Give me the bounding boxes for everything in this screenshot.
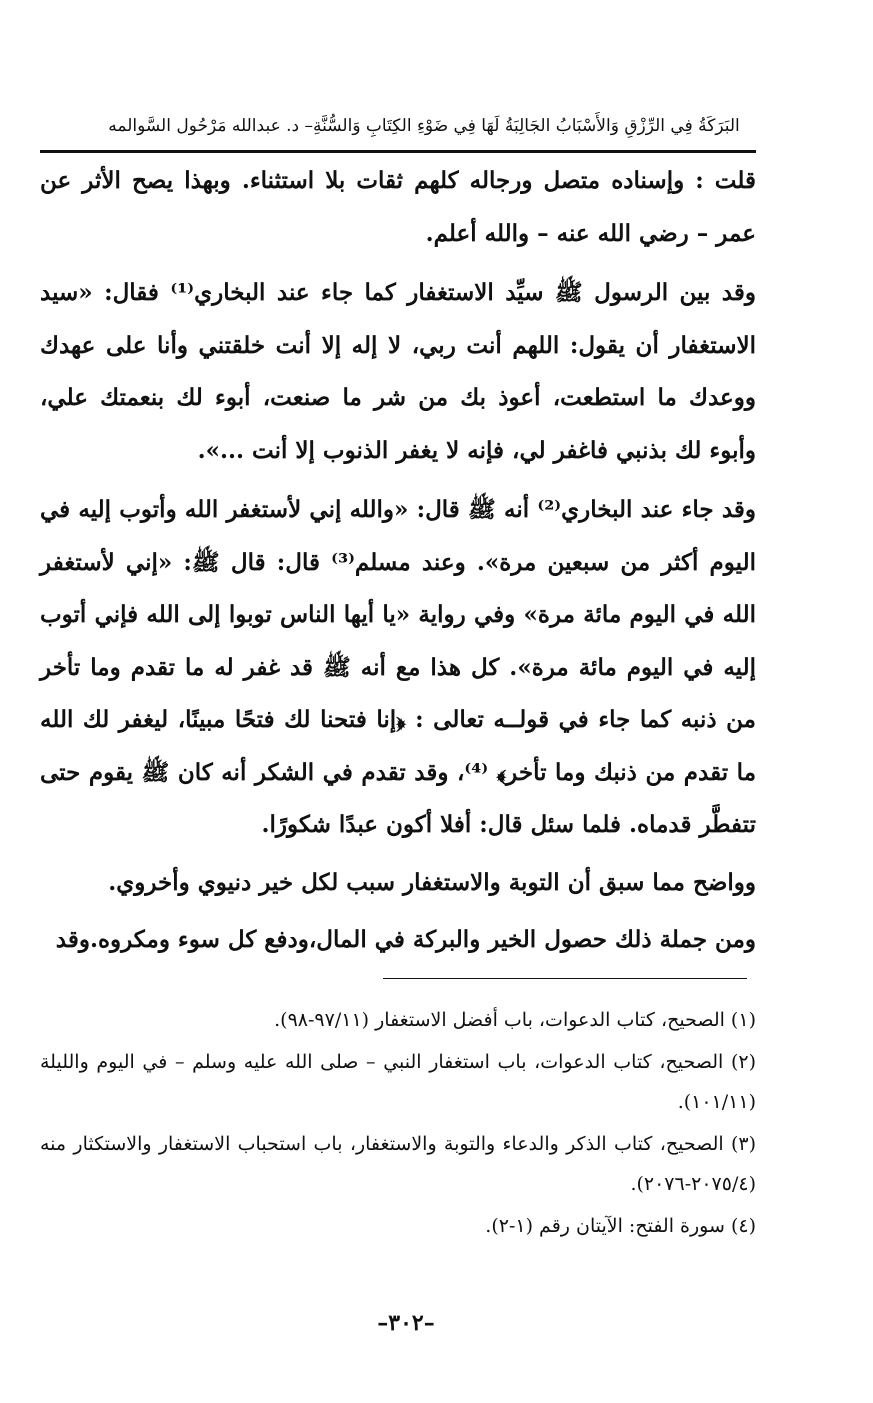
- footnote: (٤) سورة الفتح: الآيتان رقم (١-٢).: [485, 1215, 756, 1237]
- paragraph: قلت : وإسناده متصل ورجاله كلهم ثقات بلا استثناء. وبهذا يصح الأثر عن عمر – رضي الله عنه – والله أعلم.: [40, 167, 756, 247]
- footnote: (٢) الصحيح، كتاب الدعوات، باب استغفار النبي – صلى الله عليه وسلم – في اليوم والليلة (١٠١/١١).: [40, 1051, 756, 1113]
- paragraph: ومن جملة ذلك حصول الخير والبركة في المال،ودفع كل سوء ومكروه.وقد: [55, 926, 756, 953]
- running-header: البَرَكَةُ فِي الرِّزْقِ وَالأَسْبَابُ الجَالِبَةُ لَهَا فِي ضَوْءِ الكِتَابِ وَالسُّنَّةِ– د. عبدالله مَرْحُول السَّوالمه: [108, 116, 740, 136]
- header-rule: [40, 150, 756, 153]
- main-text: [40, 155, 756, 967]
- paragraph: وواضح مما سبق أن التوبة والاستغفار سبب لكل خير دنيوي وأخروي.: [108, 868, 756, 896]
- paragraph: وقد بين الرسول ﷺ سيِّد الاستغفار كما جاء عند البخاري⁽¹⁾ فقال: «سيد الاستغفار أن يقول: اللهم أنت ربي، لا إله إلا أنت خلقتني وأنا على عهدك ووعدك ما استطعت، أعوذ بك من شر ما صنعت، أبوء لك بنعمتك علي، وأبوء لك بذنبي فاغفر لي، فإنه لا يغفر الذنوب إلا أنت ...».: [40, 279, 756, 464]
- footnotes: [40, 1000, 756, 1246]
- paragraph: وقد جاء عند البخاري⁽²⁾ أنه ﷺ قال: «والله إني لأستغفر الله وأتوب إليه في اليوم أكثر من سبعين مرة». وعند مسلم⁽³⁾ قال: قال ﷺ: «إني لأستغفر الله في اليوم مائة مرة» وفي رواية «يا أيها الناس توبوا إلى الله فإني أتوب إليه في اليوم مائة مرة». كل هذا مع أنه ﷺ قد غفر له ما تقدم وما تأخر من ذنبه كما جاء في قولــه تعالى : ﴿إنا فتحنا لك فتحًا مبينًا، ليغفر لك الله ما تقدم من ذنبك وما تأخر﴾ ⁽⁴⁾، وقد تقدم في الشكر أنه كان ﷺ يقوم حتى تتفطَّر قدماه. فلما سئل قال: أفلا أكون عبدًا شكورًا.: [40, 496, 757, 838]
- footnote-separator: [383, 978, 747, 979]
- footnote: (١) الصحيح، كتاب الدعوات، باب أفضل الاستغفار (٩٧/١١-٩٨).: [274, 1009, 756, 1031]
- footnote: (٣) الصحيح، كتاب الذكر والدعاء والتوبة والاستغفار، باب استحباب الاستغفار والاستكثار منه (٢٠٧٥/٤-٢٠٧٦).: [40, 1133, 756, 1195]
- page-number: –٣٠٢–: [377, 1310, 435, 1336]
